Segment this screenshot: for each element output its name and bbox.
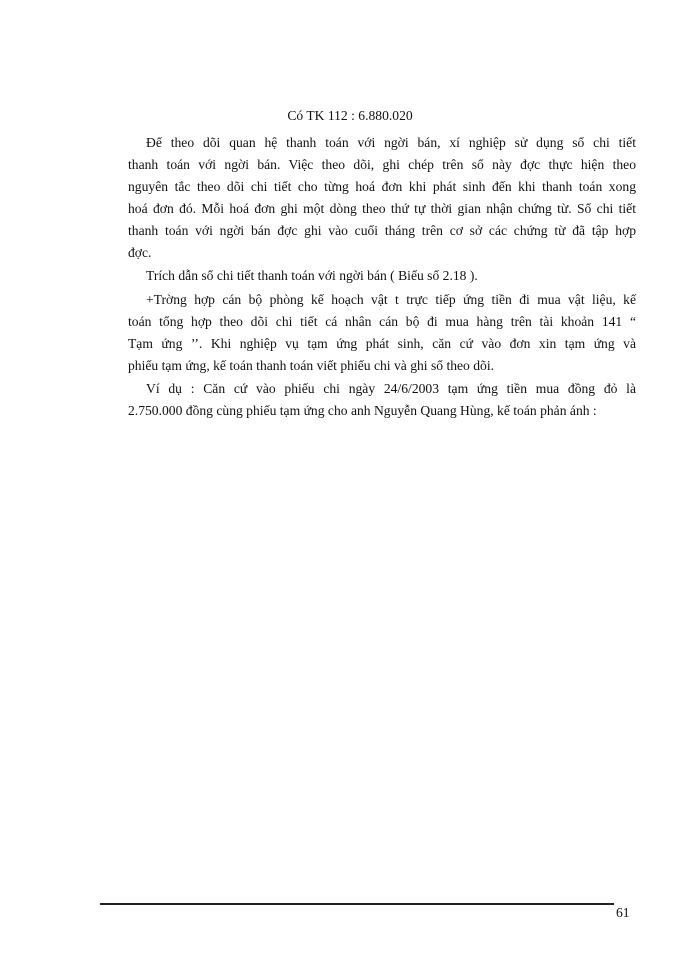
paragraph-3-line-4: phiếu tạm ứng, kế toán thanh toán viết phiếu chi và ghi sổ theo dõi. — [128, 358, 495, 373]
paragraph-1-line-1: Để theo dõi quan hệ thanh toán với ngời bán, xí nghiệp sử dụng sổ chi tiết — [146, 135, 636, 150]
paragraph-3-line-1: +Trờng hợp cán bộ phòng kế hoạch vật t trực tiếp ứng tiền đi mua vật liệu, kế — [146, 292, 636, 307]
paragraph-1-line-4: hoá đơn đó. Mỗi hoá đơn ghi một dòng theo thứ tự thời gian nhận chứng từ. Sổ chi tiết — [128, 201, 636, 216]
paragraph-1-line-3: nguyên tắc theo dõi chi tiết cho từng hoá đơn khi phát sinh đến khi thanh toán xong — [128, 179, 636, 194]
paragraph-1-line-6: đợc. — [128, 245, 152, 260]
paragraph-3-line-3: Tạm ứng ’’. Khi nghiệp vụ tạm ứng phát sinh, căn cứ vào đơn xin tạm ứng và — [128, 336, 636, 351]
paragraph-4-line-2: 2.750.000 đồng cùng phiếu tạm ứng cho anh Nguyễn Quang Hùng, kế toán phản ánh : — [128, 403, 597, 418]
paragraph-1-line-5: thanh toán với ngời bán đợc ghi vào cuối tháng trên cơ sở các chứng từ đã tập hợp — [128, 223, 636, 238]
footer-divider — [100, 903, 614, 905]
page-number: 61 — [616, 905, 630, 920]
paragraph-1-line-2: thanh toán với ngời bán. Việc theo dõi, ghi chép trên sổ này đợc thực hiện theo — [128, 157, 636, 172]
paragraph-2-line-1: Trích dẫn sổ chi tiết thanh toán với ngời bán ( Biểu số 2.18 ). — [146, 268, 478, 283]
paragraph-3-line-2: toán tổng hợp theo dõi chi tiết cá nhân cán bộ đi mua hàng trên tài khoản 141 “ — [128, 314, 636, 329]
account-credit-heading: Có TK 112 : 6.880.020 — [287, 108, 413, 123]
paragraph-4-line-1: Ví dụ : Căn cứ vào phiếu chi ngày 24/6/2003 tạm ứng tiền mua đồng đỏ là — [146, 381, 636, 396]
